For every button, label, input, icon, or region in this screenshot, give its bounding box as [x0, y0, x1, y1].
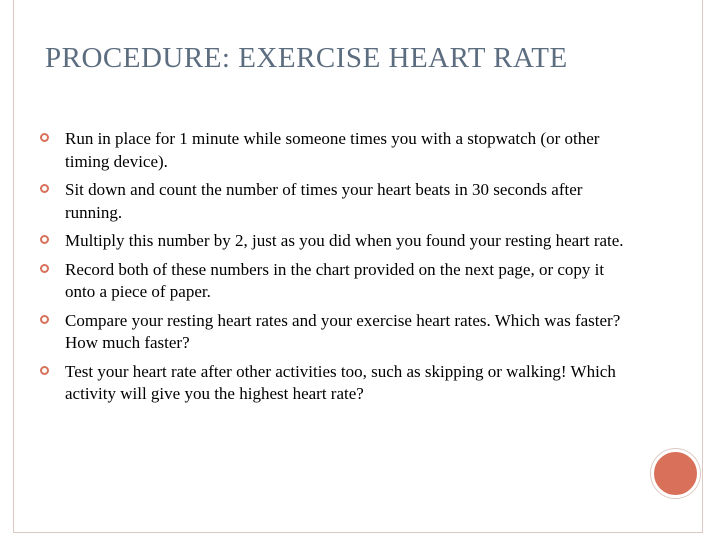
list-item	[40, 128, 630, 173]
bullet-list	[40, 128, 630, 412]
list-item	[40, 179, 630, 224]
list-item	[40, 259, 630, 304]
bullet-circle-icon	[40, 264, 49, 273]
bullet-text: Test your heart rate after other activities too, such as skipping or walking! Which activity will give you the highest heart rate?	[65, 361, 616, 403]
bullet-circle-icon	[40, 235, 49, 244]
bullet-text: Record both of these numbers in the chart provided on the next page, or copy it onto a piece of paper.	[65, 259, 605, 301]
list-item	[40, 230, 630, 253]
bullet-text: Sit down and count the number of times your heart beats in 30 seconds after running.	[65, 180, 583, 222]
slide-title: PROCEDURE: EXERCISE HEART RATE	[45, 42, 568, 74]
bullet-circle-icon	[40, 315, 49, 324]
bullet-text: Multiply this number by 2, just as you did when you found your resting heart rate.	[65, 231, 624, 250]
bullet-text: Compare your resting heart rates and your exercise heart rates. Which was faster? How much faster?	[65, 310, 621, 352]
bullet-circle-icon	[40, 133, 49, 142]
bullet-circle-icon	[40, 366, 49, 375]
decorative-circle-icon	[651, 449, 700, 498]
bullet-circle-icon	[40, 184, 49, 193]
list-item	[40, 310, 630, 355]
bullet-text: Run in place for 1 minute while someone times you with a stopwatch (or other timing device).	[65, 129, 600, 171]
list-item	[40, 361, 630, 406]
